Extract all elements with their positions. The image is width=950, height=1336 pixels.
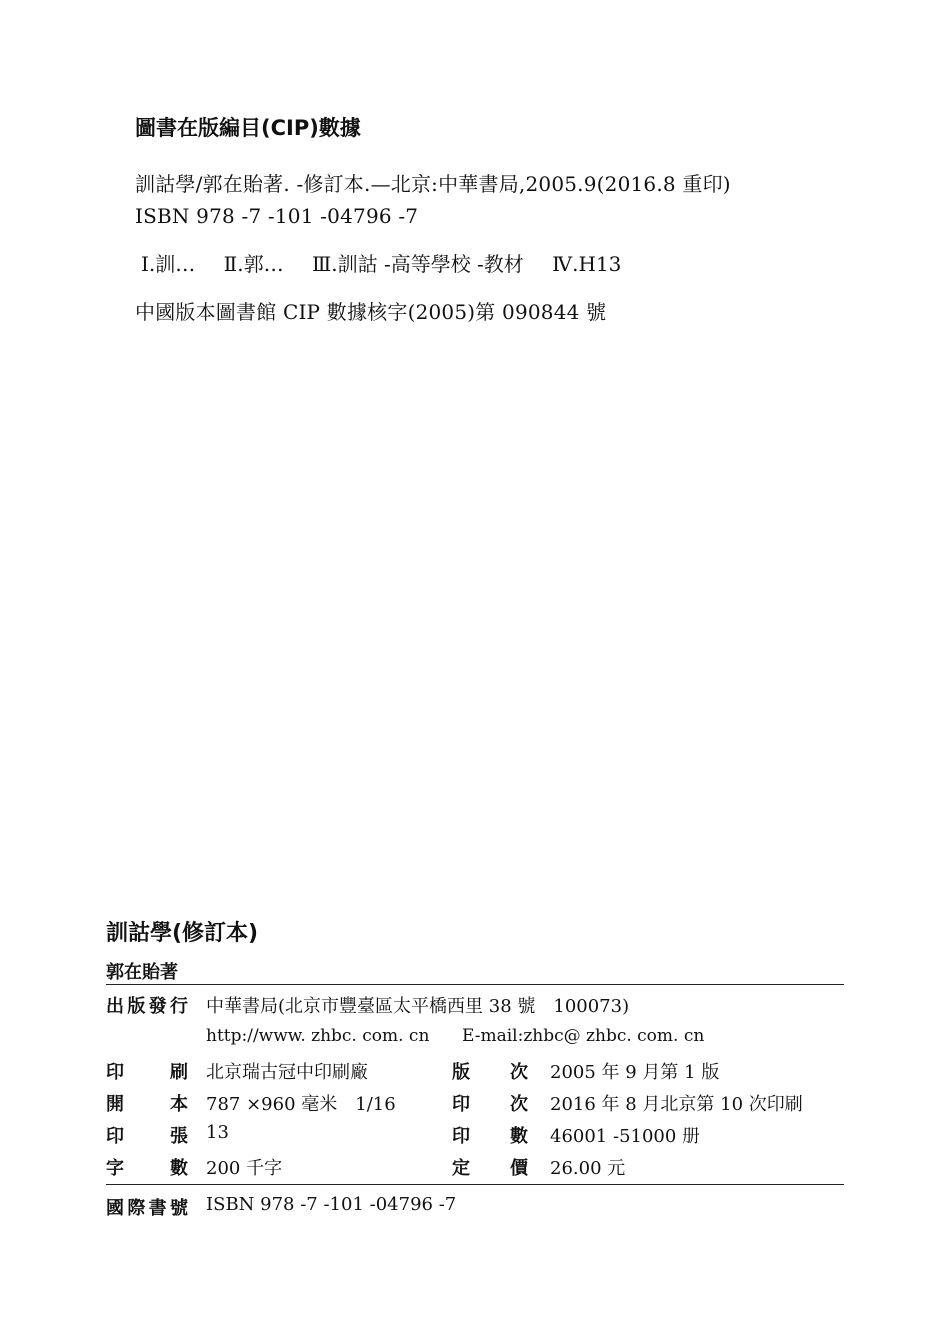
- format-value: 787 ×960 毫米 1/16: [206, 1094, 396, 1115]
- cip-record-line: 訓詁學/郭在貽著. -修訂本.—北京:中華書局,2005.9(2016.8 重印): [135, 172, 731, 196]
- sheets-label: 印張: [106, 1126, 188, 1147]
- sheets-printrun-row: [106, 1122, 844, 1152]
- printer-value: 北京瑞古冠中印刷廠: [206, 1062, 368, 1083]
- isbn-value: ISBN 978 -7 -101 -04796 -7: [206, 1194, 457, 1215]
- price-value: 26.00 元: [550, 1158, 626, 1179]
- printing-label: 印次: [452, 1094, 528, 1115]
- word-count-value: 200 千字: [206, 1158, 283, 1179]
- cip-subject-3: Ⅲ.訓詁 -高等學校 -教材: [311, 252, 524, 276]
- word-count-label: 字數: [106, 1158, 188, 1179]
- isbn-label: 國際書號: [106, 1198, 188, 1219]
- price-label: 定價: [452, 1158, 528, 1179]
- cip-subject-1: Ⅰ.訓…: [141, 252, 196, 276]
- email-link[interactable]: E-mail:zhbc@ zhbc. com. cn: [462, 1026, 705, 1046]
- isbn-row: [106, 1194, 844, 1224]
- cip-approval-number: 中國版本圖書館 CIP 數據核字(2005)第 090844 號: [135, 300, 607, 324]
- cip-subject-4: Ⅳ.H13: [552, 252, 622, 276]
- edition-label: 版次: [452, 1062, 528, 1083]
- publisher-row: [106, 992, 844, 1022]
- print-run-value: 46001 -51000 册: [550, 1126, 701, 1147]
- format-printing-row: [106, 1090, 844, 1120]
- print-run-label: 印數: [452, 1126, 528, 1147]
- cip-subject-2: Ⅱ.郭…: [223, 252, 284, 276]
- printing-value: 2016 年 8 月北京第 10 次印刷: [550, 1094, 803, 1115]
- divider-top: [106, 984, 844, 985]
- website-link[interactable]: http://www. zhbc. com. cn: [206, 1026, 430, 1046]
- publisher-value: 中華書局(北京市豐臺區太平橋西里 38 號 100073): [206, 996, 630, 1017]
- words-price-row: [106, 1154, 844, 1184]
- edition-value: 2005 年 9 月第 1 版: [550, 1062, 720, 1083]
- publisher-label: 出版發行: [106, 996, 188, 1017]
- book-title: 訓詁學(修訂本): [106, 921, 259, 946]
- book-author: 郭在貽著: [106, 962, 178, 983]
- cip-title: 圖書在版編目(CIP)數據: [135, 116, 361, 140]
- sheets-value: 13: [206, 1122, 229, 1143]
- printer-label: 印刷: [106, 1062, 188, 1083]
- format-label: 開本: [106, 1094, 188, 1115]
- cip-subject-headings: [141, 248, 643, 277]
- contact-row: [106, 1026, 844, 1056]
- printer-edition-row: [106, 1058, 844, 1088]
- cip-isbn-line: ISBN 978 -7 -101 -04796 -7: [135, 204, 419, 228]
- divider-bottom: [106, 1184, 844, 1185]
